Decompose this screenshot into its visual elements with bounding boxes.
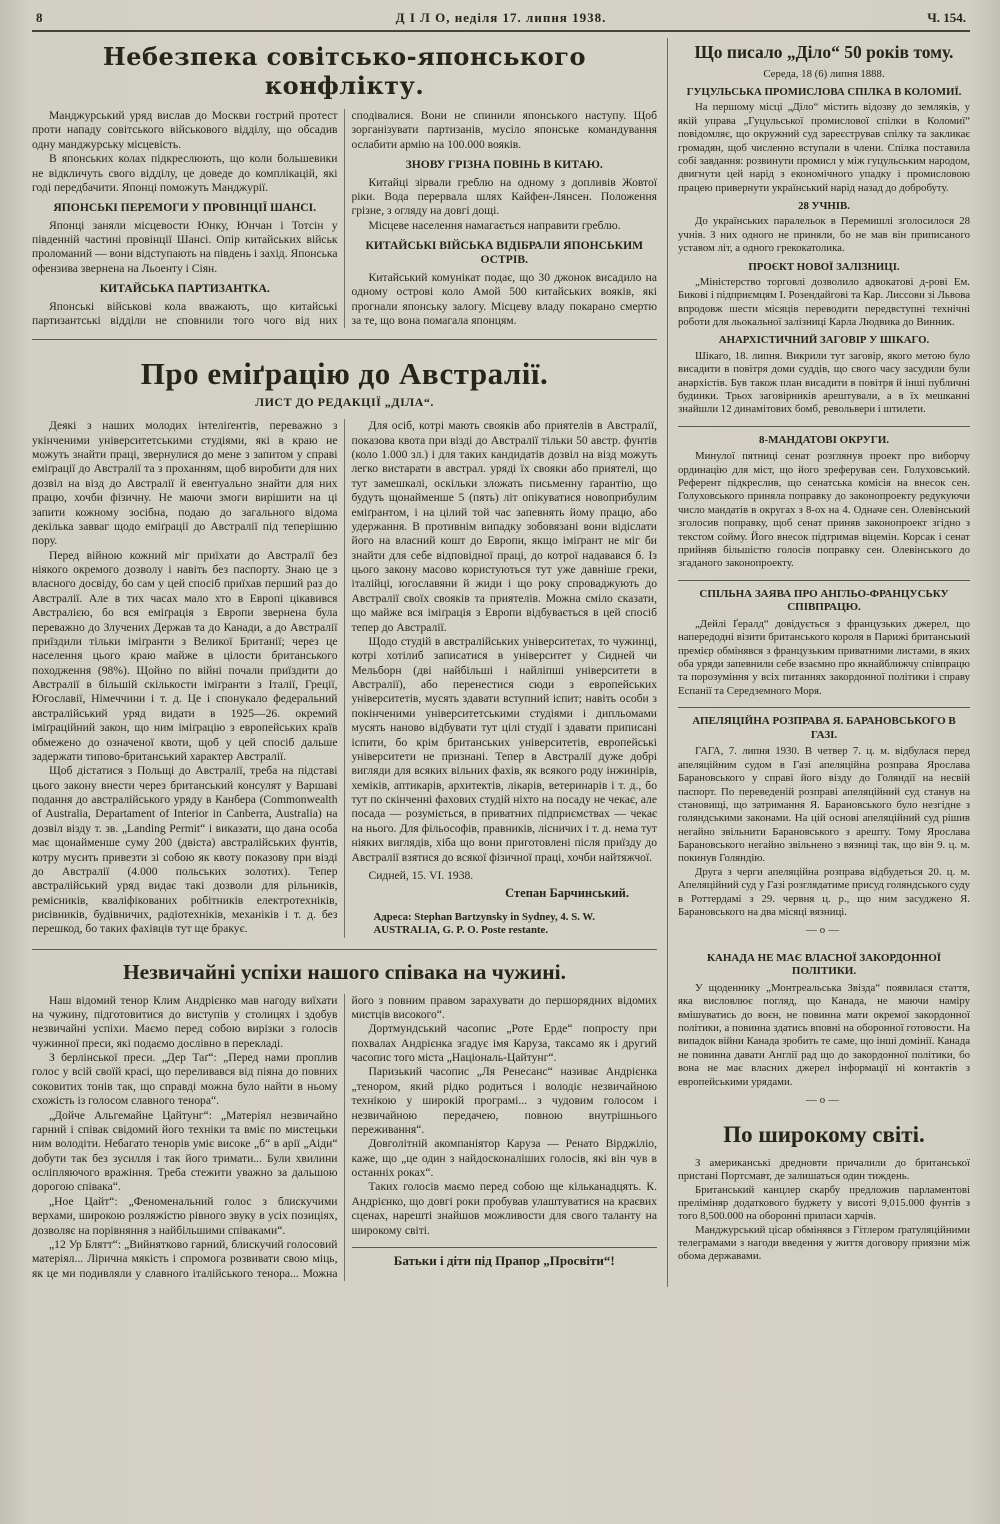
mandates-headline: 8-МАНДАТОВІ ОКРУГИ. bbox=[758, 433, 890, 446]
subheading: КИТАЙСЬКІ ВІЙСЬКА ВІДІБРАЛИ ЯПОНСЬКИМ ОСТРІВ. bbox=[365, 239, 644, 267]
article-conflict-body bbox=[32, 109, 657, 328]
paragraph: Місцеве населення намагається направити греблю. bbox=[368, 218, 621, 232]
paragraph: „Ное Цайт“: „Феноменальний голос з блискучими верхами, широкою розляжістю рівного звуку в усіх позиціях, дозволяє на порівняння з найбільшими співаками“. bbox=[32, 1194, 338, 1237]
page-header bbox=[32, 8, 970, 32]
paragraph: З американські дредновти причалили до британської пристані Портсмавт, де залишаться один тиждень. bbox=[678, 1156, 970, 1183]
paragraph: „Дойче Альгемайне Цайтунг“: „Матеріял незвичайно гарний і співак свідомий його техніки та вміє по мистецьки ним володіти. Небагато тенорів уміє високе „б“ в арії „Аіди“ добути так без зусилля і так його тримати... Були хвилини осліпляючого вражіння. Треба стежити уважно за дальшою дорогою співака“. bbox=[32, 1108, 338, 1194]
paragraph: Манджурський уряд вислав до Москви гострий протест проти нападу совітського військового відділу, що обсадив одну манджурську місцевість. bbox=[32, 109, 338, 151]
paragraph: Минулої пятниці сенат розглянув проект про виборчу ординацію для міст, що його зреферував сен. Голуховський. Референт підкреслив, що сенатська комісія на внесок сен. Голуховського приняла поправку до законопроекту редукуючи число мандатів в округах з 8-ох на 4. Одначе сен. Олевінський зголосив поправку, щоб сенат приняв законопроект згідно з текстом сойму. Його внесок підтримав віцемін. Корсак і сенат прийняв більшістю голосів поправку сен. Олевінського до згаданого законопроекту. bbox=[678, 450, 970, 570]
paragraph: У щоденнику „Монтреальська Звізда“ появилася стаття, яка висловлює погляд, що Канада, не маючи наміру вмішуватись до воєн, не повинна мати окремої закордонної політики, а повинна здатись вповні на оборонної готовости. На випадок війни Канада зробить те саме, що інші домінії. Канада не повинна давати Англії рад що до закордонної політики, бо вона не має власних джерел інформації ні контактів з европейськими урядами. bbox=[678, 981, 970, 1088]
left-region bbox=[32, 38, 668, 1287]
fifty-years-date: Середа, 18 (6) липня 1888. bbox=[763, 67, 885, 80]
article-emigration-headline: Про еміґрацію до Австралії. bbox=[140, 356, 549, 392]
appeal-trial-headline: АПЕЛЯЦІЙНА РОЗПРАВА Я. БАРАНОВСЬКОГО В ГАЗІ. bbox=[692, 715, 956, 741]
issue-number: Ч. 154. bbox=[927, 10, 966, 25]
section-appeal-trial bbox=[678, 707, 970, 945]
paragraph: Щодо студій в австралійських університетах, то чужинці, котрі хотілиб записатися в університет у Сидней чи Мельборн (дві найбільші і найліпші університети в Австралії), або перенестися сюди з европейських університетів, мусять здавати вступний іспит; навіть особи з покінченими університетськими студіями і дипльомами мусять наново відбувати тут цілі студії і здавати приписані іспити, бо крім британських університетів, европейські університети не признані. Тепер в Австралії дуже добрі вигляди для всяких вільних фахів, як всякого роду інжинірів, хеміків, аптикарів, архитектів, лікарів, ветеринарів і т. д., бо тут по скінченні фахових студій ніхто на посаду не чекає, але посада — розуміється, в приватних підприємствах — чекає на нього. Для фільософів, правників, лісничих і т. д. нема тут ніяких виглядів, хіба що вони приготовлені після приїзду до Австралії взятися до всякої фізичної праці, хочби найтяжчої. bbox=[351, 634, 657, 864]
masthead: Д І Л О, неділя 17. липня 1938. bbox=[395, 10, 607, 25]
subheading: 28 УЧНІВ. bbox=[798, 200, 850, 213]
paragraph: Японські військові кола вважають, що китайські партизантські відділи не сповнили того чого від них сподівалися. Вони не спинили японського наступу. Щоб зорганізувати партизанів, мусіло японське командування ослабити армію на 100.000 вояків. bbox=[32, 109, 657, 327]
right-column bbox=[668, 38, 970, 1287]
paragraph: До українських паралельок в Перемишлі зголосилося 28 учнів. З них одного не приняли, бо не мав він приписаного уставом літ, а одного грекокатолика. bbox=[678, 215, 970, 255]
section-joint-statement bbox=[678, 580, 970, 703]
section-mandates bbox=[678, 426, 970, 575]
fifty-years-headline: Що писало „Діло“ 50 років тому. bbox=[694, 42, 954, 62]
paragraph: Китайці зірвали греблю на одному з допливів Жовтої ріки. Вода перервала шлях Кайфен-Лянсен. Положення грізне, з огляду на довгі дощі. bbox=[351, 175, 657, 218]
appeal-trial-body bbox=[678, 745, 970, 937]
joint-statement-headline: СПІЛЬНА ЗАЯВА ПРО АНГЛЬО-ФРАНЦУСЬКУ СПІВПРАЦЮ. bbox=[699, 587, 949, 614]
section-world-news bbox=[678, 1114, 970, 1268]
paragraph: З берлінської преси. „Дер Таґ“: „Перед нами проплив голос у всій своїй красі, що переливався від піяна до повних соковитих тонів так, що справді можна було найти в ньому схожість із голосом славного тенора“. bbox=[32, 1051, 338, 1108]
subheading: АНАРХІСТИЧНИЙ ЗАГОВІР У ШІКАГО. bbox=[718, 334, 930, 347]
fifty-years-body bbox=[678, 86, 970, 417]
paragraph: Паризький часопис „Ля Ренесанс“ називає Андрієнка „тенором, який рідко родиться і володіє незвичайною технікою у широкій програмі... з чудовим голосом і незвичайною передачею, повною внутрішнього переживання“. bbox=[351, 1065, 657, 1136]
address-line: Адреса: Stephan Bartzynsky in Sydney, 4. S. W. AUSTRALIA, G. P. O. Poste restante. bbox=[373, 910, 595, 937]
world-news-body bbox=[678, 1157, 970, 1264]
paragraph: Деякі з наших молодих інтеліґентів, переважно з укінченими університетськими студіями, які в краю не можуть знайти праці, звернулися до мене з запитом у справі еміґрації до Австралії та з проханням, щоб виробити для них дозвіл на візд до Австралії й евентуально знайти для них працю, хочби фізичну. Не маючи змоги вирішити на ці запити кожному зосібна, подаю до загального відома декілька завваг щодо еміґрації до Австралії під теперішню пору. bbox=[32, 419, 338, 548]
separator: —о— bbox=[806, 1093, 842, 1106]
paragraph: Британський канцлер скарбу предложив парламентові преліміняр додаткового буджету у висоті 9,015.000 фунтів з того 8,500.000 на оборонні припаси харчів. bbox=[678, 1183, 970, 1223]
paragraph: В японських колах підкреслюють, що коли большевики не відкличуть свого відділу, це доведе до комплікацій, які годі передбачити. Японці поможуть Манджурії. bbox=[32, 152, 338, 194]
paragraph: Щоб дістатися з Польщі до Австралії, треба на підставі цього закону внести через британський консулят у Варшаві подання до австралійського уряду в Канбера (Commonwealth of Australia, Departament of Interior in Canberra, Australia) на дозвіл візду т. зв. „Landing Permit“ і виказати, що дана особа має щонайменше суму 200 (двіста) австралійських фунтів, котру мусить привезти зі собою як квоту показову при візді до Австралії (4.000 польських золотих). Тепер австралійський уряд видає такі дозволи для рільників, ремісників, кваліфікованих робітників електротехніків, рисівників, будівничих, радіотехніків, механіків і т. д. без перешкод, бо таких фахівців тут ще бракує. bbox=[32, 764, 338, 936]
subheading: ПРОЄКТ НОВОЇ ЗАЛІЗНИЦІ. bbox=[748, 260, 900, 273]
separator: —о— bbox=[806, 924, 842, 937]
paragraph: Дортмундський часопис „Роте Ерде“ попросту при похвалах Андрієнка згадує імя Каруза, таксамо як і другий часопис того міста „Національ-Цайтунг“. bbox=[351, 1022, 657, 1064]
article-emigration bbox=[32, 339, 657, 943]
paragraph: „12 Ур Блятт“: „Вийнятково гарний, блискучий голосовий матеріял... Лірична мякість і спромога розвивати свою міць, як це ми подивляли у славного італійського тенора... Можна його з повним правом зарахувати до першорядних відомих мистців високого“. bbox=[32, 993, 657, 1280]
joint-statement-body bbox=[678, 618, 970, 698]
subheading: ЗНОВУ ГРІЗНА ПОВІНЬ В КИТАЮ. bbox=[405, 158, 603, 172]
article-emigration-body bbox=[32, 419, 657, 937]
page-content bbox=[32, 32, 970, 1287]
paragraph: Японці заняли місцевости Юнку, Юнчан і Тотсін у південній частині провінції Шансі. Опір китайських військ проломаний — вони відступають на південь і захід. Японська офензива звернена на Льоенту і Сіян. bbox=[32, 218, 338, 275]
paragraph: Для осіб, котрі мають свояків або приятелів в Австралії, показова квота при візді до Австралії тільки 50 австр. фунтів (коло 1.000 зл.) і для таких кандидатів дозвіл на візд можуть легко вистарати в австрал. уряді їх свояки або приятелі, що тут замешкалі, оскільки зложать письменну ґарантію, що будуть щонайменше 5 (пять) літ опікуватися новоприбулим еміґрантом, і на цілий той час запевнять йому працю, або удержання. В противнім випадку зобовязані вони відіслати його на власний кошт до Европи, якщо іміґрант не міг би знайти для себе відповідної праці, до котрої надавався б. Із цього закону масово користуються тут уже давніше греки, італійці, югославяни й жиди і що року спроваджують до Австралії своїх свояків та приятелів. Можна сміло сказати, що майже вся іміґрація з Европи відбувається в цей спосіб тепер до Австралії. bbox=[351, 419, 657, 634]
paragraph: Манджурський цісар обмінявся з Гітлером ґратуляційними телеграмами з нагоди введення у життя договору приязни між обома державами. bbox=[678, 1223, 970, 1263]
signature: Степан Барчинський. bbox=[505, 886, 629, 901]
subheading: ГУЦУЛЬСЬКА ПРОМИСЛОВА СПІЛКА В КОЛОМИЇ. bbox=[686, 86, 962, 99]
paragraph: Таких голосів маємо перед собою ще кільканадцять. К. Андрієнко, що довгі роки пробував улаштуватися на краєвих сценах, нарешті знайшов можливости для свого таланту на широкому світі. bbox=[351, 1180, 657, 1237]
article-emigration-subtitle: ЛИСТ ДО РЕДАКЦІЇ „ДІЛА“. bbox=[255, 395, 434, 410]
paragraph: „Міністерство торговлі дозволило адвокатові д-рові Ем. Бикові і підприємцям І. Розендайгові та Кар. Лиссови зі Львова впродовж шести місяців переводити передвступні технічні роботи для льокальної залізниці Карла Людвика до Винник. bbox=[678, 275, 970, 329]
canada-headline: КАНАДА НЕ МАЄ ВЛАСНОЇ ЗАКОРДОННОЇ ПОЛІТИКИ. bbox=[706, 951, 942, 978]
paragraph: На першому місці „Діло“ містить відозву до земляків, у якій управа „Гуцульської промислової спілки в Коломиї“ повідомляє, що окружний суд зареєстрував спілку та закликає громадян, щоб численно вступали в члени. Спілка поставила собі завдання: розвинути промисл у між гуцульським народом, двигнути цей нарід з економічного упадку і промисловою працею привернути український нарід назад до добробуту. bbox=[678, 101, 970, 194]
mandates-body bbox=[678, 450, 970, 570]
footer-note: Батьки і діти під Прапор „Просвіти“! bbox=[352, 1247, 658, 1269]
article-conflict-headline: Небезпека совітсько-японського конфлікту. bbox=[103, 42, 586, 100]
canada-body bbox=[678, 982, 970, 1107]
paragraph: Наш відомий тенор Клим Андрієнко мав нагоду виїхати на чужину, підготовитися до виступів у столицях і здобув незвичайні успіхи. Маємо перед собою вирізки з голосів чужинної преси, які подаємо дослівно в перекладі. bbox=[32, 993, 338, 1050]
paragraph: Довголітній акомпаніятор Каруза — Ренато Вірджіліо, каже, що „це один з найдосконаліших голосів, які він чув в останніх роках“. bbox=[351, 1137, 657, 1179]
section-fifty-years bbox=[678, 38, 970, 421]
paragraph: „Дейлі Ґералд“ довідується з французьких джерел, що напередодні візити британського короля в Парижі британський премієр обмінявся з французьким приватними листами, в яких оба уряди запевнили себе взаємно про якнайближчу співпрацю та порозуміння у всіх питаннях закордонної політики і справу Еспанії та Середземного Моря. bbox=[678, 617, 970, 697]
subheading: ЯПОНСЬКІ ПЕРЕМОГИ У ПРОВІНЦІЇ ШАНСІ. bbox=[53, 201, 317, 215]
paragraph: ГАГА, 7. липня 1930. В четвер 7. ц. м. відбулася перед апеляційним судом в Газі апеляційна розправа Ярослава Барановського у справі його візду до Голяндії на несвій паспорт. По переведеній розправі апеляційний суд станув на становищі, що затримання Я. Барановського було незгідне з голяндськими законами. На цій основі апеляційний суд рішив негайно звільнити Барановського з арешту. Тому Ярослава Барановського негайно звільнено з вязниці так, що він 9. ц. м. покинув Голяндію. bbox=[678, 745, 970, 865]
paragraph: Китайський комунікат подає, що 30 джонок висадило на одному острові коло Амой 500 китайських вояків, які прогнали японську залогу. Місцеву владу покарано смертю за те, що вона помагала японцям. bbox=[351, 270, 657, 327]
article-singer-headline: Незвичайні успіхи нашого співака на чужині. bbox=[122, 959, 567, 984]
paragraph: Шікаго, 18. липня. Викрили тут заговір, якого метою було висадити в повітря доми суддів, що свого часу засудили були анархістів. Був також план висадити в повітря й інші публичні будинки. Трьох заговірників арештували, а в їх мешканні знайшли 12 динамітових бомб, револьвери і штилети. bbox=[678, 349, 970, 416]
article-singer bbox=[32, 949, 657, 1288]
article-conflict bbox=[32, 38, 657, 334]
section-canada bbox=[678, 945, 970, 1115]
page-number: 8 bbox=[36, 10, 43, 25]
article-singer-body bbox=[32, 994, 657, 1282]
world-news-headline: По широкому світі. bbox=[723, 1122, 925, 1148]
paragraph: Перед війною кожний міг приїхати до Австралії без ніякого окремого дозволу і навіть без паспорту. Знаю це з власного досвіду, бо сам у цей спосіб приїхав перший раз до Австралії. Але в тих часах мало хто в Европі цікавився Австралією, бо вся еміґрація з Европи звернена була переважно до Злучених Держав та до Канади, а до Австралії приїздили тільки іміґранти з Великої Британії; через це населення цього краю майже в цілости британського походження (98%). Щойно по війні почали приїздити до Австралії в більшій скількости іміґранти з Італії, Греції, Югославії, Німеччини і т. д. Це і спонукало федеральний австралійський уряд видати в 1925—26. окремий іміґраційний закон, що ним іміґрацію з европейських країв обмежено до означеної квоти, щоб у цей спосіб дальше задержати типово-британський характер Австралії. bbox=[32, 548, 338, 763]
paragraph: Друга з черги апеляційна розправа відбудеться 20. ц. м. Апеляційний суд у Газі розглядатиме присуд голяндського суду в Роттердамі з 29. червня ц. р., що ним засуджено Я. Барановського на два місяці вязниці. bbox=[678, 865, 970, 918]
subheading: КИТАЙСЬКА ПАРТИЗАНТКА. bbox=[99, 282, 270, 296]
dateline: Сидней, 15. VI. 1938. bbox=[368, 868, 474, 882]
